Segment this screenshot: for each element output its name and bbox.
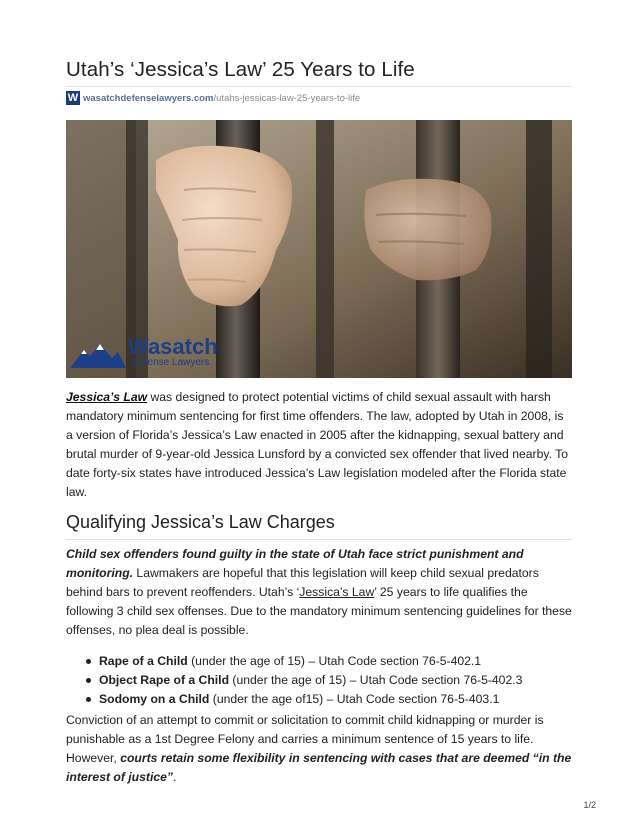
- brand-name: Wasatch: [128, 334, 218, 359]
- list-item: [66, 671, 572, 690]
- charges-list: [66, 652, 572, 709]
- section-lead: Child sex offenders found guilty in the state of Utah face strict punishment and monitoring.: [66, 547, 524, 580]
- section-text-b: ’ 25 years to life qualifies the following 3 child sex offenses. Due to the mandatory minimum sentencing guidelines for these offenses, no plea deal is possible.: [66, 585, 572, 637]
- page-number: 1/2: [583, 800, 596, 810]
- list-item: [66, 690, 572, 709]
- closing-end: .: [173, 770, 177, 784]
- charge-name: Rape of a Child: [99, 654, 188, 668]
- section-divider: [66, 539, 572, 540]
- charge-detail: (under the age of15) – Utah Code section 76-5-403.1: [209, 692, 500, 706]
- bullet-icon: [86, 678, 91, 683]
- brand-tagline: Defense Lawyers: [132, 357, 210, 368]
- closing-bold: courts retain some flexibility in sentencing with cases that are deemed “in the interest of justice”: [66, 751, 572, 784]
- charge-name: Sodomy on a Child: [99, 692, 210, 706]
- source-domain: wasatchdefenselawyers.com: [83, 92, 214, 104]
- charge-name: Object Rape of a Child: [99, 673, 230, 687]
- jessicas-law-inline-link[interactable]: Jessica’s Law: [299, 585, 375, 599]
- closing-paragraph: [66, 711, 572, 787]
- charge-detail: (under the age of 15) – Utah Code section 76-5-402.1: [187, 654, 482, 668]
- section-text-a: Lawmakers are hopeful that this legislation will keep child sexual predators behind bars to prevent reoffenders. Utah’s ‘: [66, 566, 539, 599]
- list-item: [66, 652, 572, 671]
- page-title: Utah’s ‘Jessica’s Law’ 25 Years to Life: [66, 58, 415, 81]
- bullet-icon: [86, 697, 91, 702]
- hero-image: [66, 120, 572, 378]
- source-line: [66, 90, 360, 106]
- title-divider: [66, 86, 572, 87]
- charge-detail: (under the age of 15) – Utah Code section 76-5-402.3: [229, 673, 523, 687]
- site-logo-icon: W: [67, 91, 79, 104]
- bullet-icon: [86, 659, 91, 664]
- wasatch-logo: [70, 336, 218, 368]
- source-path: /utahs-jessicas-law-25-years-to-life: [213, 92, 361, 104]
- closing-text: Conviction of an attempt to commit or solicitation to commit child kidnapping or murder is punishable as a 1st Degree Felony and carries a minimum sentence of 15 years to life. However,: [66, 713, 544, 765]
- intro-paragraph: [66, 388, 572, 502]
- section-paragraph: [66, 545, 572, 640]
- intro-text: was designed to protect potential victims of child sexual assault with harsh mandatory minimum sentencing for first time offenders. The law, adopted by Utah in 2008, is a version of Florida’s Jessica’s Law enacted in 2005 after the kidnapping, sexual battery and brutal murder of 9-year-old Jessica Lunsford by a convicted sex offender that lived nearby. To date forty-six states have introduced Jessica’s Law legislation modeled after the Florida state law.: [66, 390, 568, 499]
- jessicas-law-link[interactable]: Jessica’s Law: [66, 390, 148, 404]
- mountain-icon: [70, 342, 126, 368]
- section-heading: Qualifying Jessica’s Law Charges: [66, 512, 335, 532]
- source-url[interactable]: [83, 93, 360, 104]
